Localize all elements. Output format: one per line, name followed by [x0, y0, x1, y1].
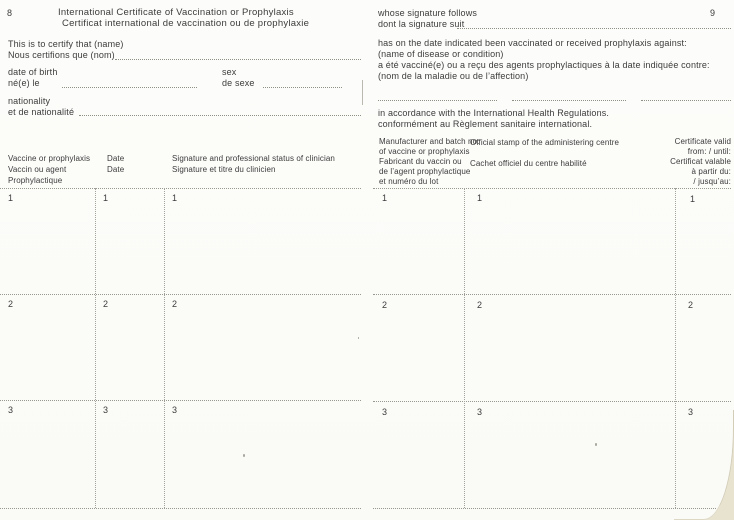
col-header-signature — [172, 153, 335, 175]
birth-fill-line — [62, 87, 197, 88]
statement-line-2: (name of disease or condition) — [378, 49, 504, 59]
nationality-label-en: nationality — [8, 96, 51, 106]
table-row-rule — [373, 294, 731, 295]
row-number: 2 — [172, 299, 178, 309]
scan-artifact-speck — [358, 337, 359, 339]
table-row-rule — [0, 294, 361, 295]
col-header-manufacturer — [379, 137, 479, 187]
col-header-date — [107, 153, 124, 175]
row-number: 2 — [688, 300, 694, 310]
row-number: 3 — [8, 405, 14, 415]
row-number: 1 — [172, 193, 178, 203]
col-header-manufacturer-l3: Fabricant du vaccin ou — [379, 157, 462, 166]
sex-label-en: sex — [222, 67, 237, 77]
signature-label-en: whose signature follows — [378, 8, 478, 18]
regulations-label-fr: conformément au Règlement sanitaire international. — [378, 119, 593, 129]
col-header-manufacturer-l2: of vaccine or prophylaxis — [379, 147, 470, 156]
certificate-title-en: International Certificate of Vaccination or Prophylaxis — [58, 7, 294, 18]
row-number: 2 — [477, 300, 483, 310]
col-header-vaccine-en: Vaccine or prophylaxis — [8, 154, 91, 163]
certify-label-fr: Nous certifions que (nom) — [8, 50, 115, 60]
signature-fill-line — [457, 28, 731, 29]
col-header-vaccine — [8, 153, 90, 186]
table-header-rule — [0, 188, 361, 189]
disease-fill-line — [641, 100, 731, 101]
name-fill-line — [115, 59, 361, 60]
col-header-manufacturer-l1: Manufacturer and batch no. — [379, 137, 480, 146]
col-header-validity-l2: from: / until: — [687, 147, 731, 156]
col-header-manufacturer-l5: et numéro du lot — [379, 177, 439, 186]
row-number: 3 — [172, 405, 178, 415]
certify-label-en: This is to certify that (name) — [8, 39, 124, 49]
col-header-validity-l3: Certificat valable — [670, 157, 731, 166]
page-curl — [674, 410, 734, 520]
col-header-date-fr: Date — [107, 165, 125, 174]
col-header-validity-l1: Certificate valid — [674, 137, 731, 146]
row-number: 2 — [103, 299, 109, 309]
statement-line-3: a été vacciné(e) ou a reçu des agents prophylactiques à la date indiquée contre: — [378, 60, 710, 70]
nationality-label-fr: et de nationalité — [8, 107, 75, 117]
row-number: 3 — [477, 407, 483, 417]
col-header-vaccine-fr1: Vaccin ou agent — [8, 165, 67, 174]
statement-line-1: has on the date indicated been vaccinated or received prophylaxis against: — [378, 38, 687, 48]
birth-label-fr: né(e) le — [8, 78, 40, 88]
page-number-right: 9 — [710, 8, 716, 18]
row-number: 1 — [477, 193, 483, 203]
nationality-fill-line — [79, 115, 361, 116]
table-column-rule — [95, 188, 96, 508]
table-row-rule — [0, 400, 361, 401]
sex-fill-line — [263, 87, 342, 88]
row-number: 3 — [382, 407, 388, 417]
row-number: 1 — [382, 193, 388, 203]
regulations-label-en: in accordance with the International Health Regulations. — [378, 108, 610, 118]
page-number-left: 8 — [7, 8, 13, 18]
certificate-title-fr: Certificat international de vaccination ou de prophylaxie — [62, 18, 310, 29]
row-number: 1 — [690, 194, 696, 204]
table-column-rule — [675, 188, 676, 508]
row-number: 3 — [103, 405, 109, 415]
signature-label-fr: dont la signature suit — [378, 19, 465, 29]
scan-artifact-speck — [243, 454, 245, 457]
scan-artifact-line — [362, 80, 363, 105]
table-column-rule — [464, 188, 465, 508]
birth-label-en: date of birth — [8, 67, 58, 77]
statement-line-4: (nom de la maladie ou de l’affection) — [378, 71, 529, 81]
col-header-validity — [640, 137, 731, 187]
row-number: 2 — [8, 299, 14, 309]
col-header-stamp-en: Official stamp of the administering centre — [470, 138, 620, 147]
col-header-date-en: Date — [107, 154, 125, 163]
row-number: 1 — [103, 193, 109, 203]
row-number: 1 — [8, 193, 14, 203]
table-row-rule — [373, 401, 731, 402]
row-number: 2 — [382, 300, 388, 310]
disease-fill-line — [378, 100, 497, 101]
row-number: 3 — [688, 407, 694, 417]
sex-label-fr: de sexe — [222, 78, 255, 88]
col-header-validity-l5: / jusqu’au: — [693, 177, 731, 186]
col-header-signature-en: Signature and professional status of clinician — [172, 154, 335, 163]
col-header-stamp-fr: Cachet officiel du centre habilité — [470, 159, 587, 168]
table-bottom-rule — [0, 508, 361, 509]
col-header-validity-l4: à partir du: — [691, 167, 731, 176]
table-column-rule — [164, 188, 165, 508]
col-header-signature-fr: Signature et titre du clinicien — [172, 165, 276, 174]
col-header-vaccine-fr2: Prophylactique — [8, 176, 63, 185]
table-header-rule — [373, 188, 731, 189]
table-bottom-rule — [373, 508, 716, 509]
scan-artifact-speck — [595, 443, 597, 446]
col-header-manufacturer-l4: de l’agent prophylactique — [379, 167, 471, 176]
disease-fill-line — [512, 100, 626, 101]
